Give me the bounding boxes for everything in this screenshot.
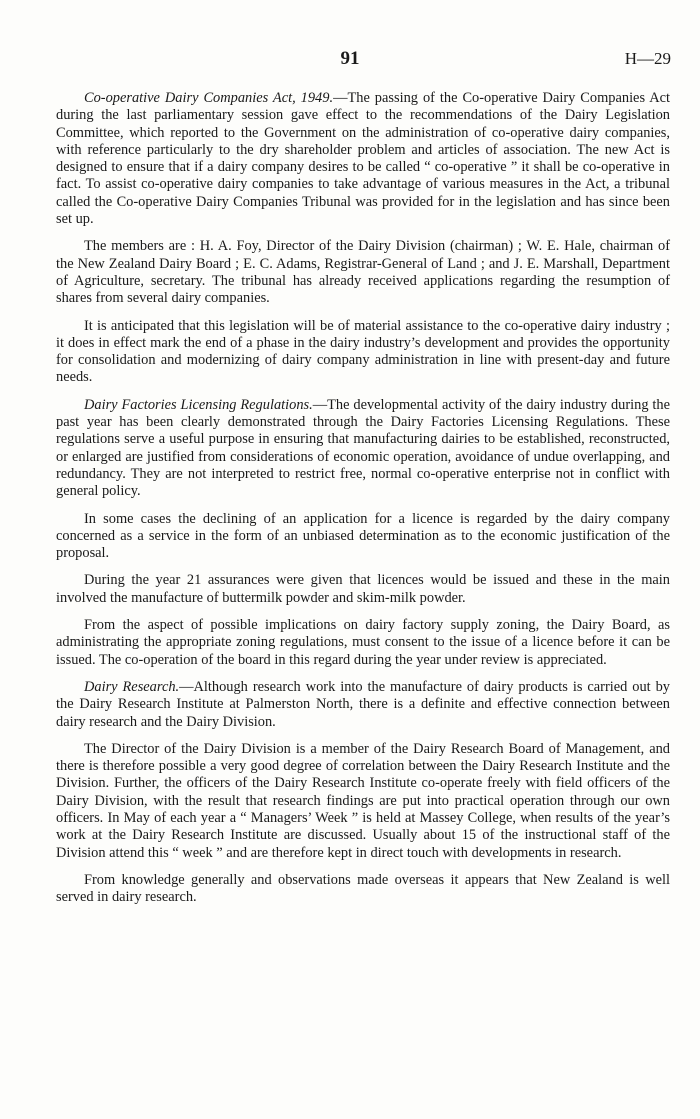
paragraph-lead: Co-operative Dairy Companies Act, 1949. xyxy=(84,90,334,106)
body-text xyxy=(56,90,670,916)
paragraph-text: In some cases the declining of an application for a licence is regarded by the dairy company concerned as a service in the form of an unbiased determination as to the economic justification of the proposal. xyxy=(56,510,670,562)
paragraph-text: The members are : H. A. Foy, Director of the Dairy Division (chairman) ; W. E. Hale, chairman of the New Zealand Dairy Board ; E. C. Adams, Registrar-General of Land ; and J. E. Marshall, Department of Agriculture, secretary. The tribunal has already received applications regarding the resumption of shares from several dairy companies. xyxy=(56,238,670,307)
paragraph-text: From the aspect of possible implications on dairy factory supply zoning, the Dairy Board, as administrating the appropriate zoning regulations, must consent to the issue of a licence before it can be issued. The co-operation of the board in this regard during the year under review is appreciated. xyxy=(56,617,670,668)
paragraph-tribunal-members xyxy=(56,238,670,307)
paragraph-licence-declining xyxy=(56,511,670,563)
paragraph-licensing-regulations xyxy=(56,397,670,501)
paragraph-research-board xyxy=(56,741,670,862)
paragraph-text: —The developmental activity of the dairy industry during the past year has been clearly demonstrated through the Dairy Factories Licensing Regulations. These regulations serve a useful purpose in ensuring that manufacturing dairies to be established, reconstructed, or enlarged are justified from considerations of economic operation, avoidance of undue overlapping, and redundancy. They are not interpreted to restrict free, normal co-operative enterprise not in conflict with general policy. xyxy=(56,396,670,500)
paragraph-supply-zoning xyxy=(56,617,670,669)
paragraph-text: —Although research work into the manufacture of dairy products is carried out by the Dairy Research Institute at Palmerston North, there is a definite and effective connection between dairy research and the Dairy Division. xyxy=(56,678,670,730)
paragraph-text: During the year 21 assurances were given that licences would be issued and these in the main involved the manufacture of buttermilk powder and skim-milk powder. xyxy=(56,572,670,606)
paragraph-lead: Dairy Factories Licensing Regulations. xyxy=(84,396,313,413)
paragraph-text: It is anticipated that this legislation will be of material assistance to the co-operative dairy industry ; it does in effect mark the end of a phase in the dairy industry’s development and provides the opportunity for consolidation and modernizing of dairy company administration in line with present-day and future needs. xyxy=(56,317,670,386)
paragraph-text: From knowledge generally and observations made overseas it appears that New Zealand is well served in dairy research. xyxy=(56,871,670,906)
paragraph-lead: Dairy Research. xyxy=(84,678,180,695)
paragraph-legislation-assistance xyxy=(56,318,670,387)
page-number: 91 xyxy=(340,48,360,69)
document-reference: H—29 xyxy=(624,49,671,68)
paragraph-text: The Director of the Dairy Division is a member of the Dairy Research Board of Management, and there is therefore possible a very good degree of correlation between the Dairy Research Institute and the Division. Further, the officers of the Dairy Research Institute co-operate freely with field officers of the Dairy Division, with the result that research findings are put into practical operation through our own officers. In May of each year a “ Managers’ Week ” is held at Massey College, when results of the year’s work at the Dairy Research Institute are discussed. Usually about 15 of the instructional staff of the Division attend this “ week ” and are therefore kept in direct touch with developments in research. xyxy=(56,740,670,861)
page-header xyxy=(0,48,700,72)
paragraph-dairy-research xyxy=(56,679,670,731)
paragraph-text: —The passing of the Co-operative Dairy Companies Act during the last parliamentary session gave effect to the recommendations of the Dairy Legislation Committee, which reported to the Government on the administration of co-operative dairy companies, with reference particularly to the dry shareholder problem and articles of association. The new Act is designed to ensure that if a dairy company desires to be called “ co-operative ” it shall be co-operative in fact. To assist co-operative dairy companies to take advantage of various measures in the Act, a tribunal called the Co-operative Dairy Companies Tribunal was provided for in the legislation and has since been set up. xyxy=(56,90,671,228)
paragraph-assurances xyxy=(56,572,670,607)
paragraph-co-operative-act xyxy=(56,90,670,228)
paragraph-conclusion xyxy=(56,872,670,907)
